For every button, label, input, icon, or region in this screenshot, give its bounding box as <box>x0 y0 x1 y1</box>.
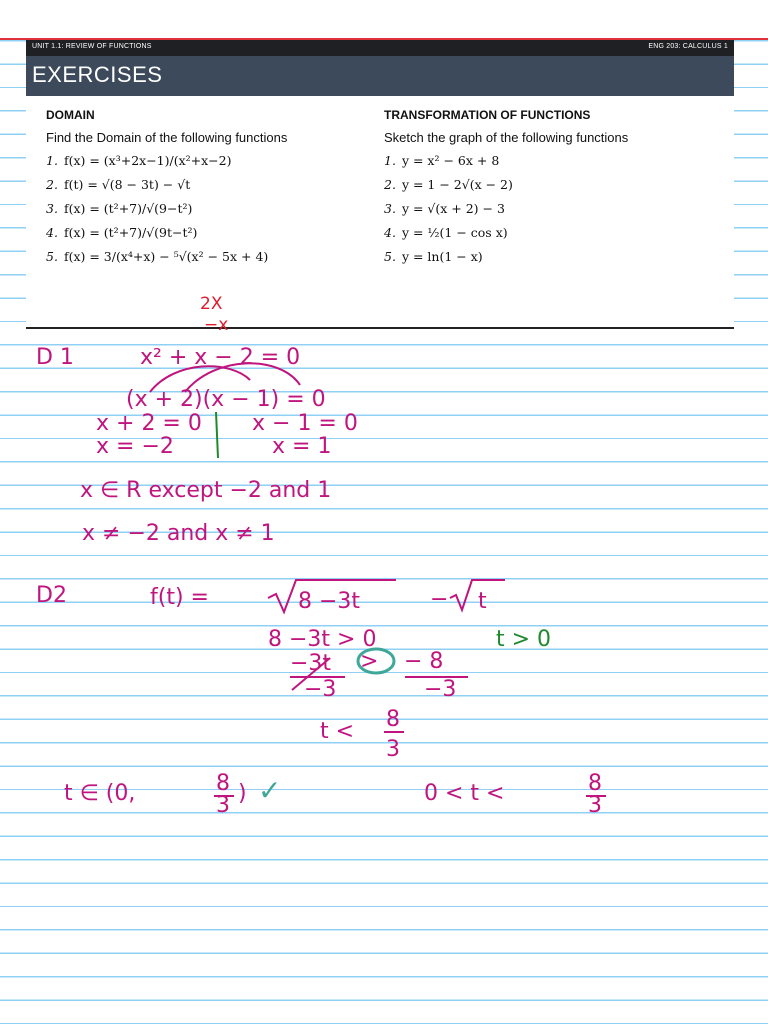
unit-label: UNIT 1.1: REVIEW OF FUNCTIONS <box>32 43 152 50</box>
red-2x-note: 2X <box>200 294 223 314</box>
green-divider <box>216 412 218 458</box>
domain-item: 2. f(t) = √(8 − 3t) − √t <box>46 177 191 192</box>
d1-root-b: x = 1 <box>272 434 332 459</box>
domain-item: 4. f(x) = (t²+7)/√(9t−t²) <box>46 225 198 240</box>
d1-root-b-step: x − 1 = 0 <box>252 411 358 436</box>
d1-equation: x² + x − 2 = 0 <box>140 345 301 370</box>
transformation-item: 2. y = 1 − 2√(x − 2) <box>384 177 513 192</box>
d2-radicand-1: 8 −3t <box>298 589 361 614</box>
transformation-heading: TRANSFORMATION OF FUNCTIONS <box>384 108 591 122</box>
red-minus-x-note: −x <box>204 315 229 335</box>
d1-root-a: x = −2 <box>96 434 174 459</box>
d2-interval-num: 8 <box>216 771 230 796</box>
d2-inequality: 8 −3t > 0 <box>268 627 377 652</box>
check-mark-icon: ✓ <box>258 774 282 807</box>
d2-range-den: 3 <box>588 793 602 818</box>
d2-label: D2 <box>36 583 67 608</box>
domain-heading: DOMAIN <box>46 108 95 122</box>
d2-interval-den: 3 <box>216 793 230 818</box>
page-title: EXERCISES <box>32 62 163 87</box>
d2-frac-num: 8 <box>386 707 400 732</box>
d1-label: D 1 <box>36 345 74 370</box>
transformation-instruction: Sketch the graph of the following functions <box>384 130 629 145</box>
d2-ineq-left: −3t <box>290 651 332 676</box>
d2-ineq-sign: > <box>360 649 379 674</box>
domain-item: 1. f(x) = (x³+2x−1)/(x²+x−2) <box>46 153 232 168</box>
d2-interval: t ∈ (0, <box>64 781 136 806</box>
d2-function: f(t) = <box>150 585 209 610</box>
domain-instruction: Find the Domain of the following functions <box>46 130 288 145</box>
transformation-item: 3. y = √(x + 2) − 3 <box>384 201 505 216</box>
d1-root-a-step: x + 2 = 0 <box>96 411 202 436</box>
domain-item: 3. f(x) = (t²+7)/√(9−t²) <box>46 201 193 216</box>
transformation-item: 4. y = ½(1 − cos x) <box>384 225 508 240</box>
transformation-item: 5. y = ln(1 − x) <box>384 249 483 264</box>
d1-answer-set: x ∈ R except −2 and 1 <box>80 478 332 503</box>
d2-interval-close: ) <box>238 781 247 806</box>
d1-answer-inequality: x ≠ −2 and x ≠ 1 <box>82 521 275 546</box>
d2-range-num: 8 <box>588 771 602 796</box>
transformation-item: 1. y = x² − 6x + 8 <box>384 153 500 168</box>
course-label: ENG 203: CALCULUS 1 <box>648 43 728 50</box>
d2-strokes <box>214 580 606 796</box>
d2-divisor-left: −3 <box>304 677 337 702</box>
d2-ineq-right: − 8 <box>404 649 444 674</box>
d2-divisor-right: −3 <box>424 677 457 702</box>
d2-t-less: t < <box>320 719 355 744</box>
d2-frac-den: 3 <box>386 737 400 762</box>
d1-factored: (x + 2)(x − 1) = 0 <box>126 387 326 412</box>
d2-condition: t > 0 <box>496 627 552 652</box>
domain-item: 5. f(x) = 3/(x⁴+x) − ⁵√(x² − 5x + 4) <box>46 249 269 264</box>
d2-radicand-2: t <box>478 589 487 614</box>
d2-range: 0 < t < <box>424 781 505 806</box>
d2-minus: − <box>430 587 449 612</box>
